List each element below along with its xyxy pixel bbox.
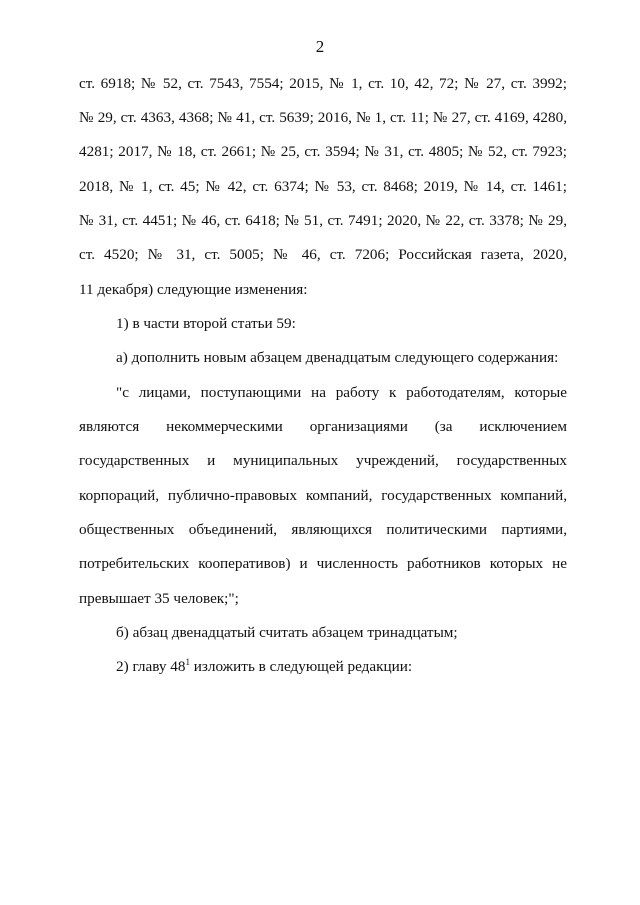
text-line: 4281; 2017, № 18, ст. 2661; № 25, ст. 3594; № 31, ст. 4805; № 52, ст. 7923; <box>79 143 567 160</box>
quoted-text-line: корпораций, публично-правовых компаний, государственных компаний, <box>79 487 567 504</box>
quoted-text-line: потребительских кооперативов) и численность работников которых не <box>79 555 567 572</box>
list-item: б) абзац двенадцатый считать абзацем тринадцатым; <box>116 624 458 641</box>
text-line: ст. 4520; № 31, ст. 5005; № 46, ст. 7206; Российская газета, 2020, <box>79 246 567 263</box>
quoted-text-line: являются некоммерческими организациями (за исключением <box>79 418 567 435</box>
list-item: 1) в части второй статьи 59: <box>116 315 296 332</box>
chapter-superscript: 1 <box>185 656 190 667</box>
quoted-text-line: превышает 35 человек;"; <box>79 590 239 607</box>
text-line: 11 декабря) следующие изменения: <box>79 281 308 298</box>
text-line: № 29, ст. 4363, 4368; № 41, ст. 5639; 2016, № 1, ст. 11; № 27, ст. 4169, 4280, <box>79 109 567 126</box>
chapter-text: 2) главу 48 <box>116 658 186 675</box>
chapter-text-rest: изложить в следующей редакции: <box>189 658 413 675</box>
text-line: 2018, № 1, ст. 45; № 42, ст. 6374; № 53, ст. 8468; 2019, № 14, ст. 1461; <box>79 178 567 195</box>
quoted-text-line: государственных и муниципальных учреждений, государственных <box>79 452 567 469</box>
text-line: ст. 6918; № 52, ст. 7543, 7554; 2015, № 1, ст. 10, 42, 72; № 27, ст. 3992; <box>79 75 567 92</box>
quoted-text-line: общественных объединений, являющихся политическими партиями, <box>79 521 567 538</box>
text-line: № 31, ст. 4451; № 46, ст. 6418; № 51, ст. 7491; 2020, № 22, ст. 3378; № 29, <box>79 212 567 229</box>
quoted-text-line: "с лицами, поступающими на работу к работодателям, которые <box>116 384 567 401</box>
list-item <box>116 658 567 676</box>
list-item: а) дополнить новым абзацем двенадцатым следующего содержания: <box>116 349 559 366</box>
page-number: 2 <box>315 37 325 56</box>
